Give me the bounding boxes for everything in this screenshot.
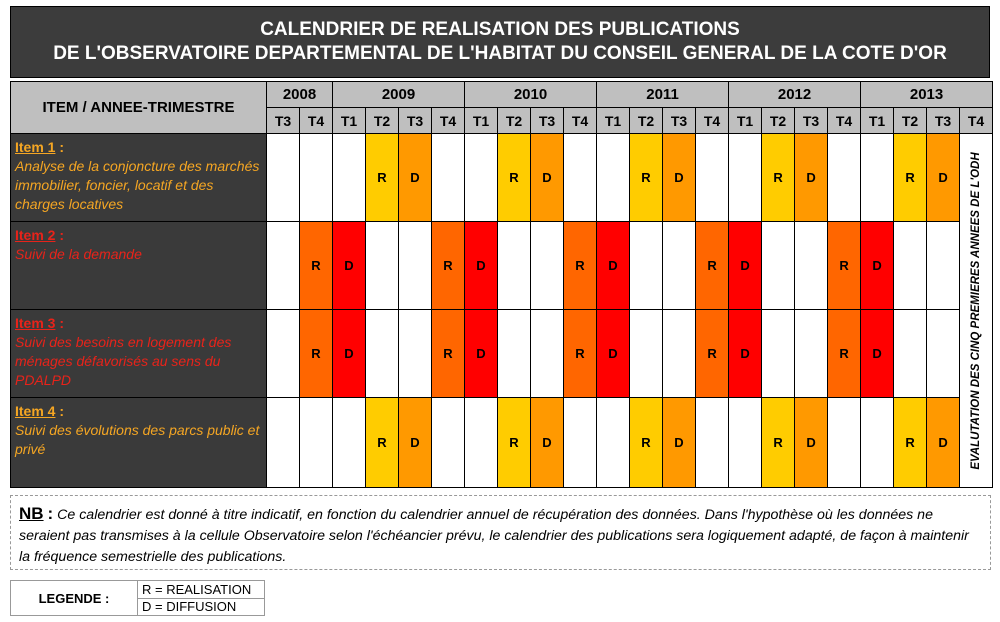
quarter-header-2009-T1: T1 <box>333 108 366 134</box>
item-name: Item 2 <box>15 227 56 243</box>
schedule-cell-d: D <box>795 398 828 488</box>
schedule-cell-r: R <box>432 310 465 398</box>
quarter-header-2009-T2: T2 <box>366 108 399 134</box>
nb-colon: : <box>47 504 54 523</box>
schedule-cell-d: D <box>663 134 696 222</box>
schedule-cell-d: D <box>399 398 432 488</box>
schedule-table <box>10 81 1000 488</box>
year-header-2011: 2011 <box>597 82 729 108</box>
quarter-header-2012-T3: T3 <box>795 108 828 134</box>
schedule-cell-empty <box>597 134 630 222</box>
schedule-cell-empty <box>267 222 300 310</box>
schedule-cell-empty <box>267 398 300 488</box>
year-header-2010: 2010 <box>465 82 597 108</box>
schedule-cell-r: R <box>894 398 927 488</box>
schedule-cell-empty <box>564 134 597 222</box>
schedule-cell-empty <box>597 398 630 488</box>
schedule-cell-r: R <box>630 398 663 488</box>
item-row <box>11 310 1000 398</box>
quarter-header-2009-T4: T4 <box>432 108 465 134</box>
title-line-2: DE L'OBSERVATOIRE DEPARTEMENTAL DE L'HABITAT DU CONSEIL GENERAL DE LA COTE D'OR <box>53 43 947 64</box>
quarter-header-2010-T4: T4 <box>564 108 597 134</box>
nb-text: Ce calendrier est donné à titre indicatif, en fonction du calendrier annuel de récupération des données. Dans l'hypothèse où les données ne seraient pas transmises à la cellule Observatoire selon l'échéancier prévu, le calendrier des publications sera logiquement adapté, de façon à maintenir la fréquence semestrielle des publications. <box>19 507 969 565</box>
schedule-cell-d: D <box>597 222 630 310</box>
item-name: Item 4 <box>15 403 56 419</box>
quarter-header-2010-T1: T1 <box>465 108 498 134</box>
schedule-cell-empty <box>498 310 531 398</box>
legend <box>10 580 265 616</box>
schedule-cell-empty <box>729 398 762 488</box>
schedule-cell-r: R <box>300 222 333 310</box>
schedule-cell-d: D <box>927 398 960 488</box>
item-label-cell <box>11 222 267 310</box>
schedule-cell-empty <box>729 134 762 222</box>
schedule-cell-d: D <box>663 398 696 488</box>
schedule-cell-empty <box>630 222 663 310</box>
evaluation-cell <box>960 134 993 488</box>
schedule-cell-empty <box>696 134 729 222</box>
schedule-cell-empty <box>333 134 366 222</box>
schedule-cell-empty <box>663 310 696 398</box>
schedule-cell-d: D <box>465 222 498 310</box>
schedule-cell-empty <box>696 398 729 488</box>
item-name: Item 1 <box>15 139 56 155</box>
schedule-cell-empty <box>861 134 894 222</box>
legend-entry-realisation: R = REALISATION <box>138 581 265 599</box>
schedule-cell-d: D <box>531 134 564 222</box>
year-header-2013: 2013 <box>861 82 993 108</box>
quarter-header-2012-T1: T1 <box>729 108 762 134</box>
year-header-row <box>11 82 1000 108</box>
item-row <box>11 134 1000 222</box>
quarter-header-2008-T3: T3 <box>267 108 300 134</box>
schedule-cell-r: R <box>762 134 795 222</box>
schedule-cell-r: R <box>564 222 597 310</box>
schedule-cell-empty <box>399 310 432 398</box>
schedule-cell-r: R <box>300 310 333 398</box>
schedule-cell-d: D <box>729 310 762 398</box>
schedule-cell-empty <box>465 134 498 222</box>
schedule-cell-d: D <box>795 134 828 222</box>
quarter-header-2011-T1: T1 <box>597 108 630 134</box>
schedule-cell-r: R <box>828 310 861 398</box>
schedule-cell-r: R <box>630 134 663 222</box>
schedule-cell-r: R <box>498 398 531 488</box>
quarter-header-2009-T3: T3 <box>399 108 432 134</box>
schedule-cell-r: R <box>366 134 399 222</box>
schedule-cell-empty <box>663 222 696 310</box>
schedule-cell-empty <box>531 310 564 398</box>
quarter-header-2011-T4: T4 <box>696 108 729 134</box>
schedule-cell-empty <box>795 310 828 398</box>
nb-label: NB <box>19 504 44 523</box>
item-description: Suivi des évolutions des parcs public et privé <box>15 422 260 457</box>
item-description: Analyse de la conjoncture des marchés immobilier, foncier, locatif et des charges locatives <box>15 158 260 212</box>
schedule-cell-r: R <box>762 398 795 488</box>
schedule-cell-empty <box>300 134 333 222</box>
page-title <box>10 6 990 78</box>
schedule-cell-empty <box>300 398 333 488</box>
schedule-cell-empty <box>432 134 465 222</box>
schedule-cell-d: D <box>861 222 894 310</box>
schedule-cell-r: R <box>696 222 729 310</box>
title-line-1: CALENDRIER DE REALISATION DES PUBLICATIONS <box>260 19 740 40</box>
schedule-cell-empty <box>432 398 465 488</box>
schedule-cell-r: R <box>828 222 861 310</box>
item-description: Suivi de la demande <box>15 246 142 262</box>
schedule-cell-r: R <box>894 134 927 222</box>
quarter-header-2013-T2: T2 <box>894 108 927 134</box>
schedule-cell-empty <box>828 398 861 488</box>
quarter-header-2013-T1: T1 <box>861 108 894 134</box>
legend-title: LEGENDE : <box>11 581 138 616</box>
schedule-cell-d: D <box>465 310 498 398</box>
schedule-cell-d: D <box>729 222 762 310</box>
schedule-cell-r: R <box>432 222 465 310</box>
quarter-header-2010-T3: T3 <box>531 108 564 134</box>
schedule-cell-d: D <box>399 134 432 222</box>
quarter-header-2012-T4: T4 <box>828 108 861 134</box>
quarter-header-2011-T3: T3 <box>663 108 696 134</box>
schedule-cell-empty <box>366 222 399 310</box>
schedule-cell-empty <box>399 222 432 310</box>
evaluation-text: EVALUTATION DES CINQ PREMIERES ANNEES DE L'ODH <box>970 151 983 470</box>
schedule-cell-r: R <box>366 398 399 488</box>
item-colon: : <box>55 403 65 419</box>
schedule-cell-empty <box>927 222 960 310</box>
quarter-header-2012-T2: T2 <box>762 108 795 134</box>
quarter-header-2013-T3: T3 <box>927 108 960 134</box>
quarter-header-2008-T4: T4 <box>300 108 333 134</box>
schedule-cell-empty <box>267 134 300 222</box>
schedule-cell-r: R <box>564 310 597 398</box>
schedule-cell-empty <box>762 310 795 398</box>
schedule-cell-empty <box>267 310 300 398</box>
schedule-cell-empty <box>366 310 399 398</box>
schedule-cell-d: D <box>531 398 564 488</box>
item-name: Item 3 <box>15 315 56 331</box>
schedule-cell-r: R <box>696 310 729 398</box>
schedule-cell-empty <box>894 222 927 310</box>
schedule-cell-empty <box>333 398 366 488</box>
item-header: ITEM / ANNEE-TRIMESTRE <box>11 82 267 134</box>
year-header-2008: 2008 <box>267 82 333 108</box>
schedule-cell-empty <box>564 398 597 488</box>
quarter-header-2010-T2: T2 <box>498 108 531 134</box>
schedule-cell-empty <box>630 310 663 398</box>
year-header-2009: 2009 <box>333 82 465 108</box>
item-row <box>11 398 1000 488</box>
schedule-cell-empty <box>498 222 531 310</box>
schedule-cell-r: R <box>498 134 531 222</box>
schedule-cell-empty <box>894 310 927 398</box>
item-description: Suivi des besoins en logement des ménages défavorisés au sens du PDALPD <box>15 334 232 388</box>
item-colon: : <box>55 315 65 331</box>
item-label-cell <box>11 398 267 488</box>
schedule-cell-empty <box>795 222 828 310</box>
nb-note <box>10 495 991 570</box>
year-header-2012: 2012 <box>729 82 861 108</box>
schedule-cell-empty <box>861 398 894 488</box>
schedule-cell-d: D <box>597 310 630 398</box>
item-row <box>11 222 1000 310</box>
schedule-cell-empty <box>828 134 861 222</box>
item-label-cell <box>11 134 267 222</box>
schedule-cell-empty <box>927 310 960 398</box>
quarter-header-2011-T2: T2 <box>630 108 663 134</box>
schedule-cell-d: D <box>333 310 366 398</box>
schedule-cell-empty <box>465 398 498 488</box>
schedule-cell-empty <box>762 222 795 310</box>
item-colon: : <box>55 139 65 155</box>
item-label-cell <box>11 310 267 398</box>
schedule-cell-d: D <box>333 222 366 310</box>
quarter-header-2013-T4: T4 <box>960 108 993 134</box>
schedule-cell-d: D <box>861 310 894 398</box>
schedule-cell-empty <box>531 222 564 310</box>
item-colon: : <box>55 227 65 243</box>
schedule-cell-d: D <box>927 134 960 222</box>
legend-entry-diffusion: D = DIFFUSION <box>138 598 265 616</box>
